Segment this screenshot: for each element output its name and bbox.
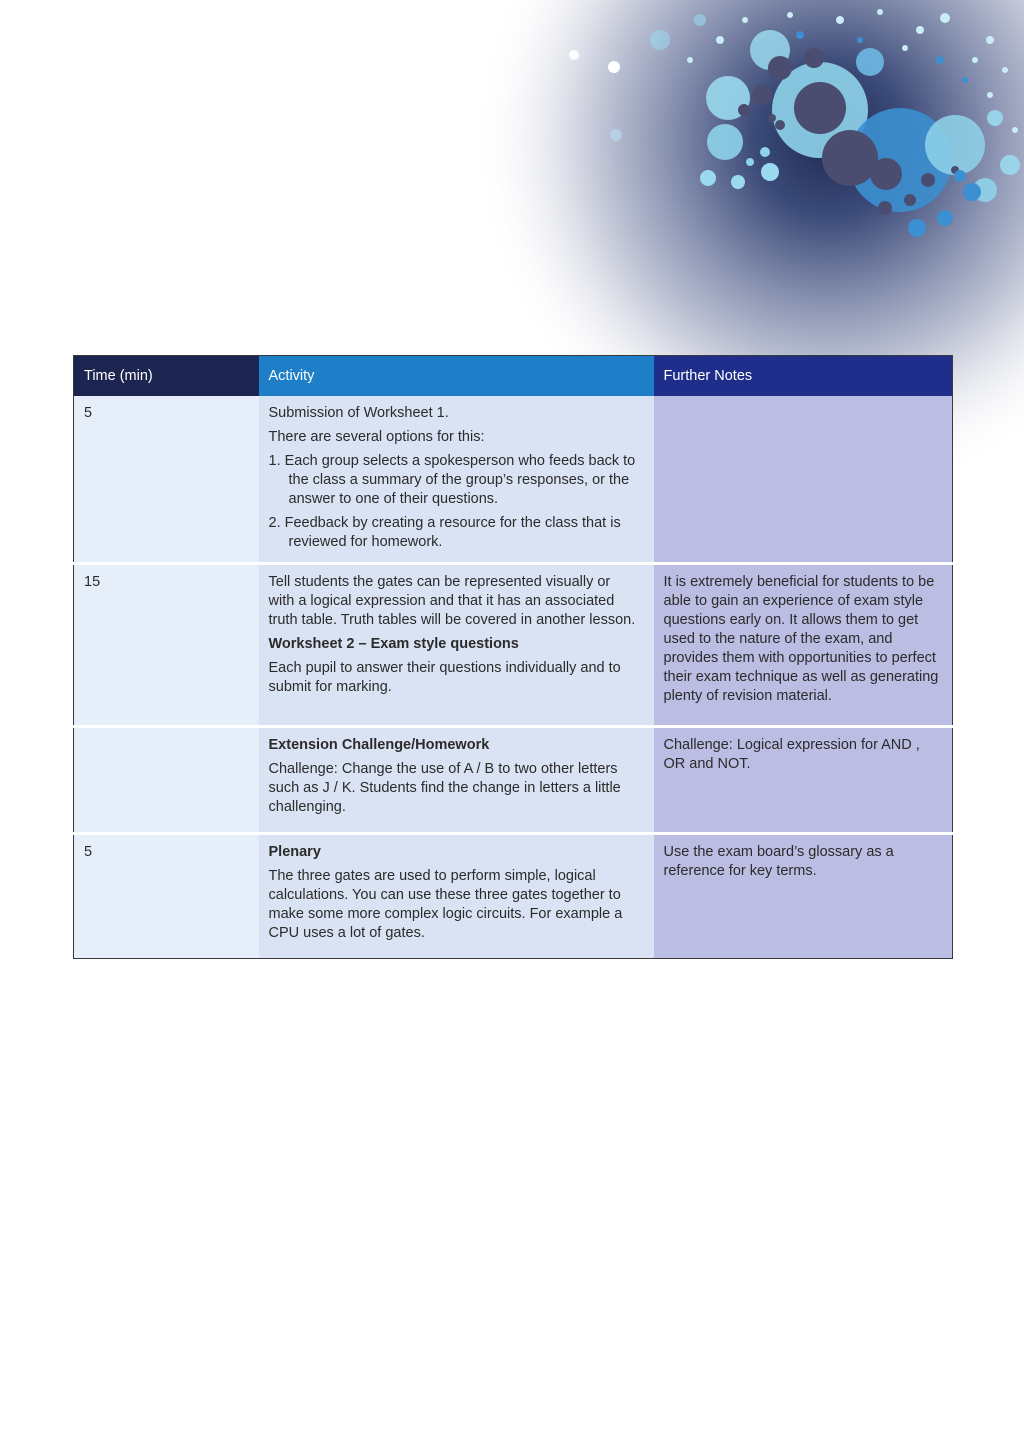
activity-cell bbox=[259, 727, 654, 834]
time-cell: 5 bbox=[74, 834, 259, 959]
lesson-plan-table bbox=[73, 355, 953, 959]
table-row bbox=[74, 727, 953, 834]
activity-cell bbox=[259, 564, 654, 727]
activity-text: The three gates are used to perform simple, logical calculations. You can use these three gates together to make some more complex logic circuits. For example a CPU uses a lot of gates. bbox=[268, 868, 623, 941]
time-cell: 15 bbox=[74, 564, 259, 727]
activity-text: There are several options for this: bbox=[268, 429, 485, 445]
activity-cell bbox=[259, 396, 654, 564]
list-item: 1. Each group selects a spokesperson who feeds back to the class a summary of the group’s responses, or the answer to one of their questions. bbox=[268, 453, 636, 507]
activity-heading: Plenary bbox=[268, 844, 321, 860]
column-header-further-notes: Further Notes bbox=[654, 356, 953, 397]
table-header-row bbox=[74, 356, 953, 397]
options-list bbox=[269, 452, 638, 552]
notes-cell: It is extremely beneficial for students to be able to gain an experience of exam style questions early on. It allows them to get used to the nature of the exam, and provides them with opportunities to perfect their exam technique as well as generating plenty of revision material. bbox=[654, 564, 953, 727]
activity-heading: Extension Challenge/Homework bbox=[268, 737, 490, 753]
table-row bbox=[74, 834, 953, 959]
list-item: 2. Feedback by creating a resource for the class that is reviewed for homework. bbox=[268, 515, 621, 550]
column-header-activity: Activity bbox=[259, 356, 654, 397]
time-cell: 5 bbox=[74, 396, 259, 564]
notes-cell: Use the exam board’s glossary as a reference for key terms. bbox=[654, 834, 953, 959]
table-row bbox=[74, 564, 953, 727]
activity-text: Challenge: Change the use of A / B to two other letters such as J / K. Students find the change in letters a little challenging. bbox=[268, 761, 621, 815]
column-header-time: Time (min) bbox=[74, 356, 259, 397]
activity-text: Submission of Worksheet 1. bbox=[268, 405, 449, 421]
activity-cell bbox=[259, 834, 654, 959]
notes-cell bbox=[654, 396, 953, 564]
activity-heading: Worksheet 2 – Exam style questions bbox=[268, 636, 519, 652]
activity-text: Each pupil to answer their questions individually and to submit for marking. bbox=[268, 660, 621, 695]
time-cell bbox=[74, 727, 259, 834]
activity-text: Tell students the gates can be represented visually or with a logical expression and that it has an associated truth table. Truth tables will be covered in another lesson. bbox=[268, 574, 636, 628]
table-row bbox=[74, 396, 953, 564]
notes-cell: Challenge: Logical expression for AND , OR and NOT. bbox=[654, 727, 953, 834]
